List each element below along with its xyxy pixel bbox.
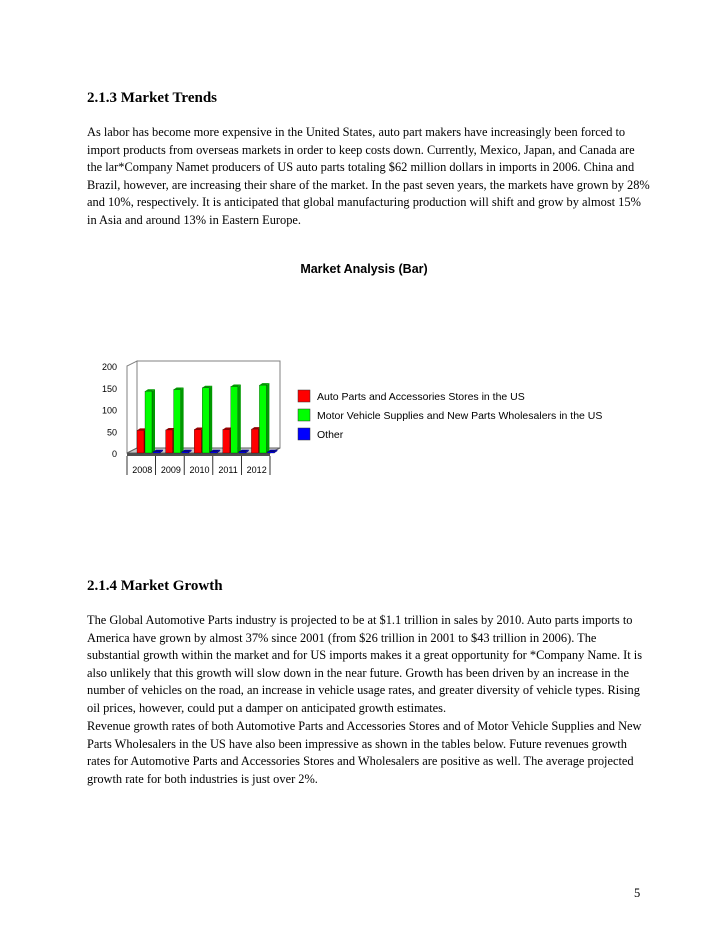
bar-side <box>238 384 241 453</box>
bar <box>145 391 152 453</box>
page-number: 5 <box>634 886 641 900</box>
y-tick-label: 50 <box>106 427 117 438</box>
bar <box>239 452 246 453</box>
bar <box>259 385 266 453</box>
bar-side <box>181 387 184 453</box>
legend-swatch <box>298 390 310 402</box>
y-tick-label: 100 <box>101 405 117 416</box>
legend-swatch <box>298 409 310 421</box>
bar <box>166 430 173 453</box>
bar <box>231 386 238 453</box>
legend-label: Other <box>317 429 344 441</box>
bar <box>153 452 160 453</box>
bar <box>174 389 181 453</box>
bar <box>251 429 258 453</box>
section-heading-market-trends: 2.1.3 Market Trends <box>87 90 217 106</box>
x-tick-label: 2012 <box>246 465 267 475</box>
chart-floor-edge <box>127 453 270 456</box>
bar <box>202 388 209 453</box>
bar-side <box>266 383 269 453</box>
x-tick-label: 2010 <box>189 465 210 475</box>
x-tick-label: 2011 <box>218 465 238 475</box>
bar <box>267 452 274 453</box>
market-trends-paragraph: As labor has become more expensive in the United States, auto part makers have increasingly been forced to import products from overseas markets in order to keep costs down. Currently, Mexico, Japan, and Canada are the lar*Company Namet producers of US auto parts totaling $62 million dollars in imports in 2006. China and Brazil, however, are increasing their share of the market. In the past seven years, the markets have grown by 28% and 10%, respectively. It is anticipated that global manufacturing production will shift and grow by almost 15% in Asia and around 13% in Eastern Europe. <box>87 125 650 227</box>
y-tick-label: 150 <box>101 383 117 394</box>
section-heading-market-growth: 2.1.4 Market Growth <box>87 578 223 594</box>
y-tick-label: 0 <box>111 449 117 459</box>
bar <box>210 452 217 453</box>
legend-label: Auto Parts and Accessories Stores in the US <box>317 391 525 403</box>
bar <box>137 430 144 453</box>
market-growth-paragraph-2: Revenue growth rates of both Automotive Parts and Accessories Stores and of Motor Vehicle Supplies and New Parts Wholesalers in the US have also been impressive as shown in the tables below. Future revenues growth rates for Automotive Parts and Accessories Stores and Wholesalers are positive as well. The average projected growth rate for both industries is just over 2%. <box>87 719 642 786</box>
x-tick-label: 2008 <box>132 465 153 475</box>
bar <box>182 452 189 453</box>
legend-label: Motor Vehicle Supplies and New Parts Wholesalers in the US <box>317 410 603 422</box>
chart-title: Market Analysis (Bar) <box>300 262 428 276</box>
chart-side-wall <box>127 361 137 453</box>
x-tick-label: 2009 <box>160 465 181 475</box>
bar-side <box>209 386 212 453</box>
market-growth-paragraph-1: The Global Automotive Parts industry is projected to be at $1.1 trillion in sales by 2010. Auto parts imports to America have grown by almost 37% since 2001 (from $26 trillion in 2001 to $43 trillion in 2006). The substantial growth within the market and for US imports makes it a great opportunity for *Company Name. It is also unlikely that this growth will slow down in the near future. Growth has been driven by an increase in the number of vehicles on the road, an increase in vehicle usage rates, and greater diversity of vehicle types. Rising oil prices, however, could put a damper on anticipated growth estimates. <box>87 613 643 715</box>
bar-side <box>152 389 155 453</box>
bar <box>223 430 230 453</box>
legend-swatch <box>298 428 310 440</box>
bar <box>194 430 201 453</box>
y-tick-label: 200 <box>101 362 117 372</box>
